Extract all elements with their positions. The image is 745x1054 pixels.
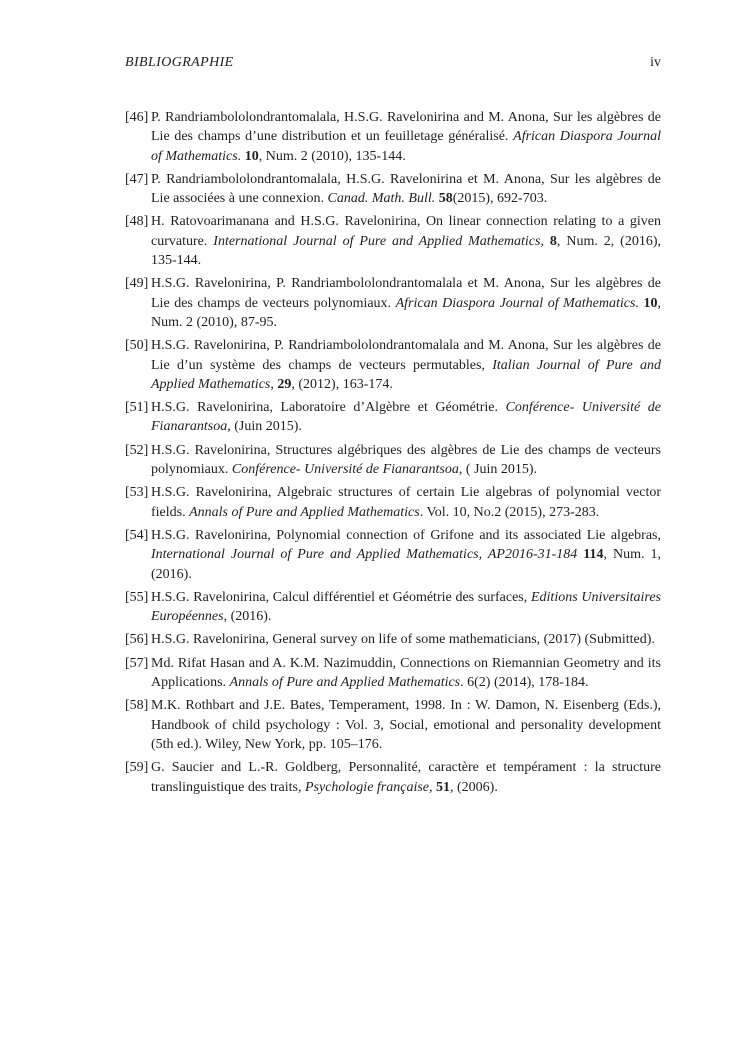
entry-segment: , [270,376,278,392]
entry-segment: Annals of Pure and Applied Mathematics [189,504,420,520]
entry-segment: International Journal of Pure and Applied Mathematics [213,233,541,249]
entry-label: [56] [125,632,149,648]
entry-text [151,588,661,627]
entry-segment: H.S.G. Ravelonirina, Algebraic structures of certain Lie algebras of polynomial vector fields. [151,485,661,520]
bibliography-entry [125,654,661,693]
entry-segment: H.S.G. Ravelonirina, General survey on life of some mathematicians, (2017) (Submitted). [151,632,655,648]
entry-label: [55] [125,589,149,605]
entry-segment: , (2016). [223,609,272,625]
entry-segment: , (2012), 163-174. [291,376,393,392]
entry-segment: H.S.G. Ravelonirina, Polynomial connection of Grifone and its associated Lie algebras, [151,527,661,543]
bibliography-entry [125,108,661,166]
bibliography-entry [125,398,661,437]
entry-label: [52] [125,442,149,458]
bibliography-entry [125,630,661,649]
bibliography-entry [125,336,661,394]
entry-segment: 51 [436,779,451,795]
bibliography-entry [125,483,661,522]
bibliography-entry [125,588,661,627]
entry-label: [51] [125,400,149,416]
entry-segment: 8 [549,233,557,249]
entry-segment: H.S.G. Ravelonirina, Structures algébriques des algèbres de Lie des champs de vecteurs polynomiaux. [151,442,661,478]
page-number: iv [650,55,661,70]
entry-text [151,108,661,166]
entry-text [151,483,661,522]
entry-segment: H.S.G. Ravelonirina, Laboratoire d’Algèbre et Géométrie. [151,400,506,416]
entry-segment: H.S.G. Ravelonirina, P. Randriambololondrantomalala et M. Anona, Sur les algèbres de Lie des champs de vecteurs polynomiaux. [151,276,661,311]
entry-segment: . 6(2) (2014), 178-184. [460,675,589,691]
bibliography-entry [125,526,661,584]
entry-segment: Md. Rifat Hasan and A. K.M. Nazimuddin, Connections on Riemannian Geometry and its Applications. [151,655,661,691]
entry-segment: Annals of Pure and Applied Mathematics [229,675,461,691]
entry-text [151,654,661,693]
entry-segment: 10 [244,148,259,164]
entry-segment: P. Randriambololondrantomalala, H.S.G. Ravelonirina and M. Anona, Sur les algèbres de Lie des champs d’une distribution et un feuilletage généralisé. [151,110,661,145]
entry-segment: , (Juin 2015). [227,419,302,435]
entry-segment: African Diaspora Journal of Mathematics. [151,129,661,164]
bibliography-entry [125,758,661,797]
entry-segment: Conférence- Université de Fianarantsoa [151,400,661,435]
entry-label: [46] [125,110,149,125]
entry-segment: , (2006). [450,779,498,795]
entry-text [151,758,661,797]
entry-segment: 58 [438,191,453,207]
entry-segment: H.S.G. Ravelonirina, Calcul différentiel et Géométrie des surfaces, [151,589,531,605]
entry-segment: , Num. 2 (2010), 87-95. [151,295,661,330]
entry-segment: M.K. Rothbart and J.E. Bates, Temperament, 1998. In : W. Damon, N. Eisenberg (Eds.), Handbook of child psychology : Vol. 3, Social, emotional and personality development (5th ed.). Wiley, New York, pp. 105–176. [151,698,661,752]
entry-segment: , [429,779,437,795]
bibliography-entry [125,441,661,480]
entry-segment: , [540,233,550,249]
running-head [125,55,661,71]
entry-segment: International Journal of Pure and Applied Mathematics, AP2016-31-184 [151,547,578,563]
entry-label: [57] [125,655,149,671]
entry-label: [58] [125,698,149,714]
entry-segment: . Vol. 10, No.2 (2015), 273-283. [419,504,600,520]
entry-text [151,336,661,394]
entry-segment: , Num. 2, (2016), 135-144. [151,233,662,269]
entry-segment: H.S.G. Ravelonirina, P. Randriambololondrantomalala and M. Anona, Sur les algèbres de Lie d’un système des champs de vecteurs permutables, [151,338,661,373]
entry-label: [59] [125,760,149,776]
entry-segment: Italian Journal of Pure and Applied Mathematics [151,357,662,392]
entry-label: [49] [125,276,149,292]
entry-segment: Editions Universitaires Européennes [151,589,661,625]
bibliography-list [125,108,661,801]
entry-text [151,212,661,270]
entry-text [151,696,661,754]
entry-label: [54] [125,527,149,543]
entry-label: [53] [125,485,149,501]
bibliography-entry [125,696,661,754]
entry-segment: 10 [643,295,658,311]
entry-segment: P. Randriambololondrantomalala, H.S.G. Ravelonirina et M. Anona, Sur les algèbres de Lie associées à une connexion. [151,171,661,207]
entry-label: [50] [125,338,149,354]
entry-segment: Psychologie française [304,779,430,795]
entry-text [151,441,661,480]
entry-segment: , Num. 2 (2010), 135-144. [258,148,406,164]
entry-text [151,274,661,332]
page-title: BIBLIOGRAPHIE [125,55,234,70]
entry-segment: Conférence- Université de Fianarantsoa [231,462,459,478]
entry-segment: 29 [277,376,292,392]
entry-text [151,398,661,437]
bibliography-entry [125,274,661,332]
entry-label: [47] [125,171,149,187]
entry-segment: (2015), 692-703. [452,191,548,207]
entry-text [151,630,661,649]
entry-segment: Canad. Math. Bull. [327,191,436,207]
entry-text [151,526,661,584]
entry-segment: , ( Juin 2015). [458,462,537,478]
entry-segment: H. Ratovoarimanana and H.S.G. Ravelonirina, On linear connection relating to a given curvature. [151,214,661,249]
entry-text [151,170,661,209]
entry-segment: G. Saucier and L.-R. Goldberg, Personnalité, caractère et tempérament : la structure translinguistique des traits, [151,760,661,795]
bibliography-entry [125,170,661,209]
entry-label: [48] [125,214,149,230]
bibliography-entry [125,212,661,270]
entry-segment: African Diaspora Journal of Mathematics. [395,295,639,311]
entry-segment: 114 [583,547,604,563]
entry-segment: , Num. 1, (2016). [151,547,662,582]
